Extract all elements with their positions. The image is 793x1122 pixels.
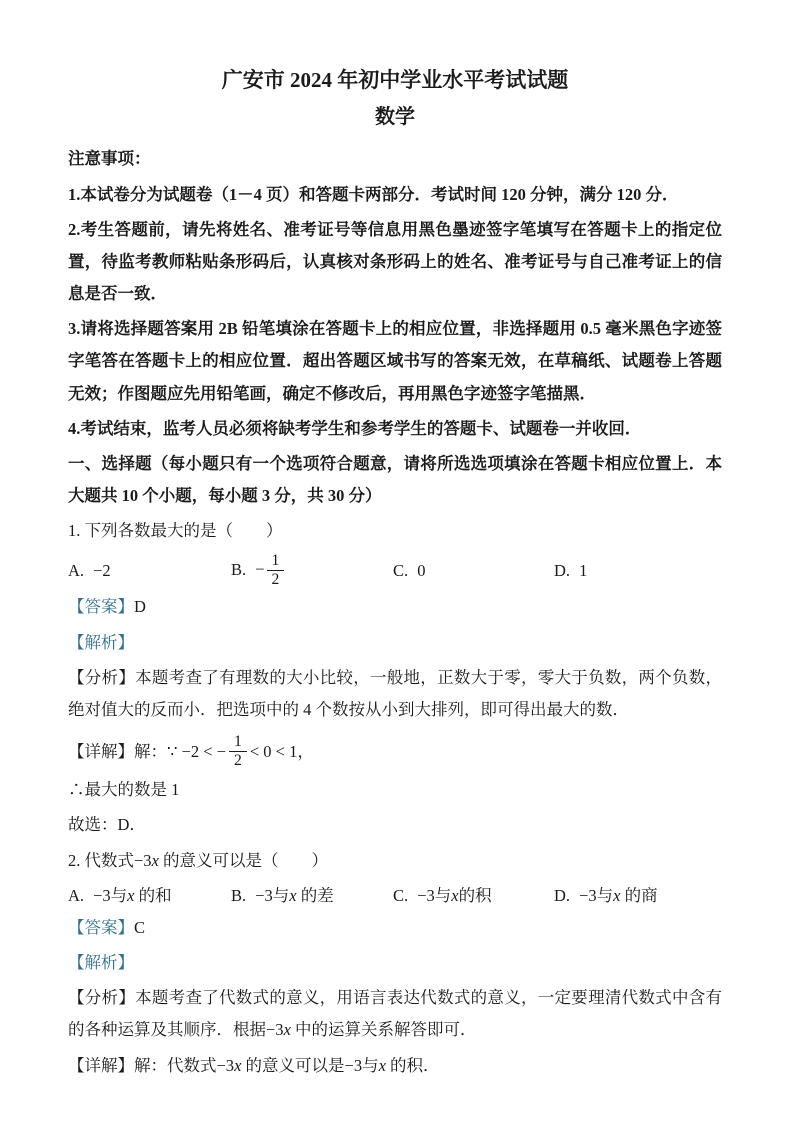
question-1-choice: 故选：D． — [68, 815, 146, 835]
question-2-option-b — [231, 880, 393, 912]
inequality-left: ∵ −2 < − — [167, 741, 227, 761]
section-1-heading: 一、选择题（每小题只有一个选项符合题意，请将所选选项填涂在答题卡相应位置上．本大题共 10 个小题，每小题 3 分，共 30 分） — [68, 453, 722, 506]
option-d-var: x — [613, 885, 621, 905]
notice-item-1: 1.本试卷分为试题卷（1－4 页）和答题卡两部分．考试时间 120 分钟，满分 120 分． — [68, 184, 679, 204]
option-b-post: 的差 — [296, 885, 334, 905]
analysis-tag: 【分析】 — [68, 667, 136, 687]
answer-label: 【答案】 — [68, 597, 134, 617]
detail-text-mid: 的意义可以是 — [241, 1055, 345, 1075]
analysis-text: 本题考查了代数式的意义，用语言表达代数式的意义，一定要理清代数式中含有的各种运算及其顺序．根据 — [68, 988, 723, 1040]
option-a-var: x — [127, 885, 135, 905]
detail-prefix: 解： — [134, 741, 167, 761]
option-d-post: 的商 — [620, 885, 658, 905]
question-2-option-d — [554, 880, 722, 912]
detail-conj: 与 — [362, 1055, 379, 1075]
notice-item-2: 2.考生答题前，请先将姓名、准考证号等信息用黑色墨迹签字笔填写在答题卡上的指定位置，待监考教师粘贴条形码后，认真核对条形码上的姓名、准考证号与自己准考证上的信息是否一致． — [68, 219, 722, 304]
option-b-minus: − — [255, 559, 265, 579]
fraction-denominator: 2 — [267, 570, 285, 589]
option-c-value: 0 — [417, 560, 426, 580]
question-2-stem — [68, 845, 722, 877]
option-b-var: x — [289, 885, 297, 905]
question-2-analysis — [68, 982, 722, 1046]
detail-fraction — [229, 733, 247, 770]
option-d-label: D. — [554, 885, 571, 905]
detail-coef-2: −3 — [344, 1055, 363, 1075]
option-b-label: B. — [231, 559, 247, 579]
detail-text: 解：代数式 — [134, 1055, 217, 1075]
option-d-coef: −3 — [579, 885, 597, 905]
option-a-value: −2 — [93, 560, 111, 580]
stem-text: 2. 代数式 — [68, 850, 134, 870]
option-b-coef: −3 — [255, 885, 273, 905]
question-2 — [68, 845, 722, 1082]
detail-text-post: 的积． — [385, 1055, 440, 1075]
option-a-post: 的和 — [134, 885, 172, 905]
fraction-denominator: 2 — [229, 751, 247, 770]
notice-item-4: 4.考试结束，监考人员必须将缺考学生和参考学生的答题卡、试题卷一并收回． — [68, 418, 642, 438]
question-2-analysis-label: 【解析】 — [68, 953, 134, 973]
detail-coef-1: −3 — [216, 1055, 235, 1075]
detail-tag: 【详解】 — [68, 741, 134, 761]
option-d-label: D. — [554, 560, 571, 580]
option-c-label: C. — [393, 885, 409, 905]
option-d-value: 1 — [579, 560, 588, 580]
page-title: 广安市 2024 年初中学业水平考试试题 — [221, 68, 569, 92]
question-1-answer-line — [68, 591, 722, 623]
question-2-options — [68, 880, 722, 912]
question-1-option-a — [68, 555, 231, 587]
fraction-numerator: 1 — [234, 733, 242, 751]
option-a-conj: 与 — [110, 885, 128, 905]
option-b-conj: 与 — [272, 885, 290, 905]
option-c-var: x — [451, 885, 459, 905]
answer-value: D — [134, 597, 146, 617]
option-b-label: B. — [231, 885, 247, 905]
question-1-analysis-label: 【解析】 — [68, 632, 134, 652]
option-a-coef: −3 — [93, 885, 111, 905]
detail-tag: 【详解】 — [68, 1055, 134, 1075]
answer-label: 【答案】 — [68, 917, 134, 937]
stem-coefficient: −3 — [134, 850, 152, 870]
fraction-numerator: 1 — [271, 552, 280, 570]
analysis-var: x — [283, 1020, 291, 1040]
stem-variable: x — [151, 850, 159, 870]
option-d-conj: 与 — [596, 885, 614, 905]
answer-value: C — [134, 917, 146, 937]
option-a-label: A. — [68, 560, 85, 580]
option-c-post: 的积 — [458, 885, 492, 905]
question-1-stem: 1. 下列各数最大的是（ ） — [68, 521, 283, 541]
analysis-text: 本题考查了有理数的大小比较，一般地，正数大于零，零大于负数，两个负数，绝对值大的反而小．把选项中的 4 个数按从小到大排列，即可得出最大的数． — [68, 667, 723, 719]
option-b-fraction — [267, 552, 285, 589]
question-1 — [68, 515, 722, 841]
option-c-coef: −3 — [417, 885, 435, 905]
question-2-option-c — [393, 880, 554, 912]
question-1-options — [68, 550, 722, 591]
question-1-detail-line — [68, 729, 722, 774]
analysis-coef: −3 — [266, 1020, 284, 1040]
analysis-tag: 【分析】 — [68, 988, 136, 1008]
notice-item-3: 3.请将选择题答案用 2B 铅笔填涂在答题卡上的相应位置，非选择题用 0.5 毫米黑色字迹签字笔答在答题卡上的相应位置．超出答题区域书写的答案无效，在草稿纸、试题卷上答题无效；作图题应先用铅笔画，确定不修改后，再用黑色字迹签字笔描黑． — [68, 319, 722, 403]
question-2-answer-line — [68, 912, 722, 944]
question-2-option-a — [68, 880, 231, 912]
inequality-right: < 0 < 1， — [249, 741, 314, 761]
question-1-analysis — [68, 662, 722, 726]
detail-var-2: x — [378, 1055, 386, 1075]
question-1-option-d — [554, 555, 722, 587]
detail-var-1: x — [234, 1055, 242, 1075]
question-2-detail — [68, 1050, 722, 1082]
stem-text-post: 的意义可以是（ ） — [158, 850, 329, 870]
question-1-option-c — [393, 555, 554, 587]
analysis-text-post: 中的运算关系解答即可． — [290, 1020, 477, 1040]
page-subtitle: 数学 — [375, 106, 415, 129]
question-1-conclusion: ∴最大的数是 1 — [68, 780, 180, 800]
option-a-label: A. — [68, 885, 85, 905]
notices-heading: 注意事项： — [68, 149, 151, 169]
option-c-conj: 与 — [434, 885, 452, 905]
option-c-label: C. — [393, 560, 409, 580]
question-1-option-b — [231, 550, 393, 591]
